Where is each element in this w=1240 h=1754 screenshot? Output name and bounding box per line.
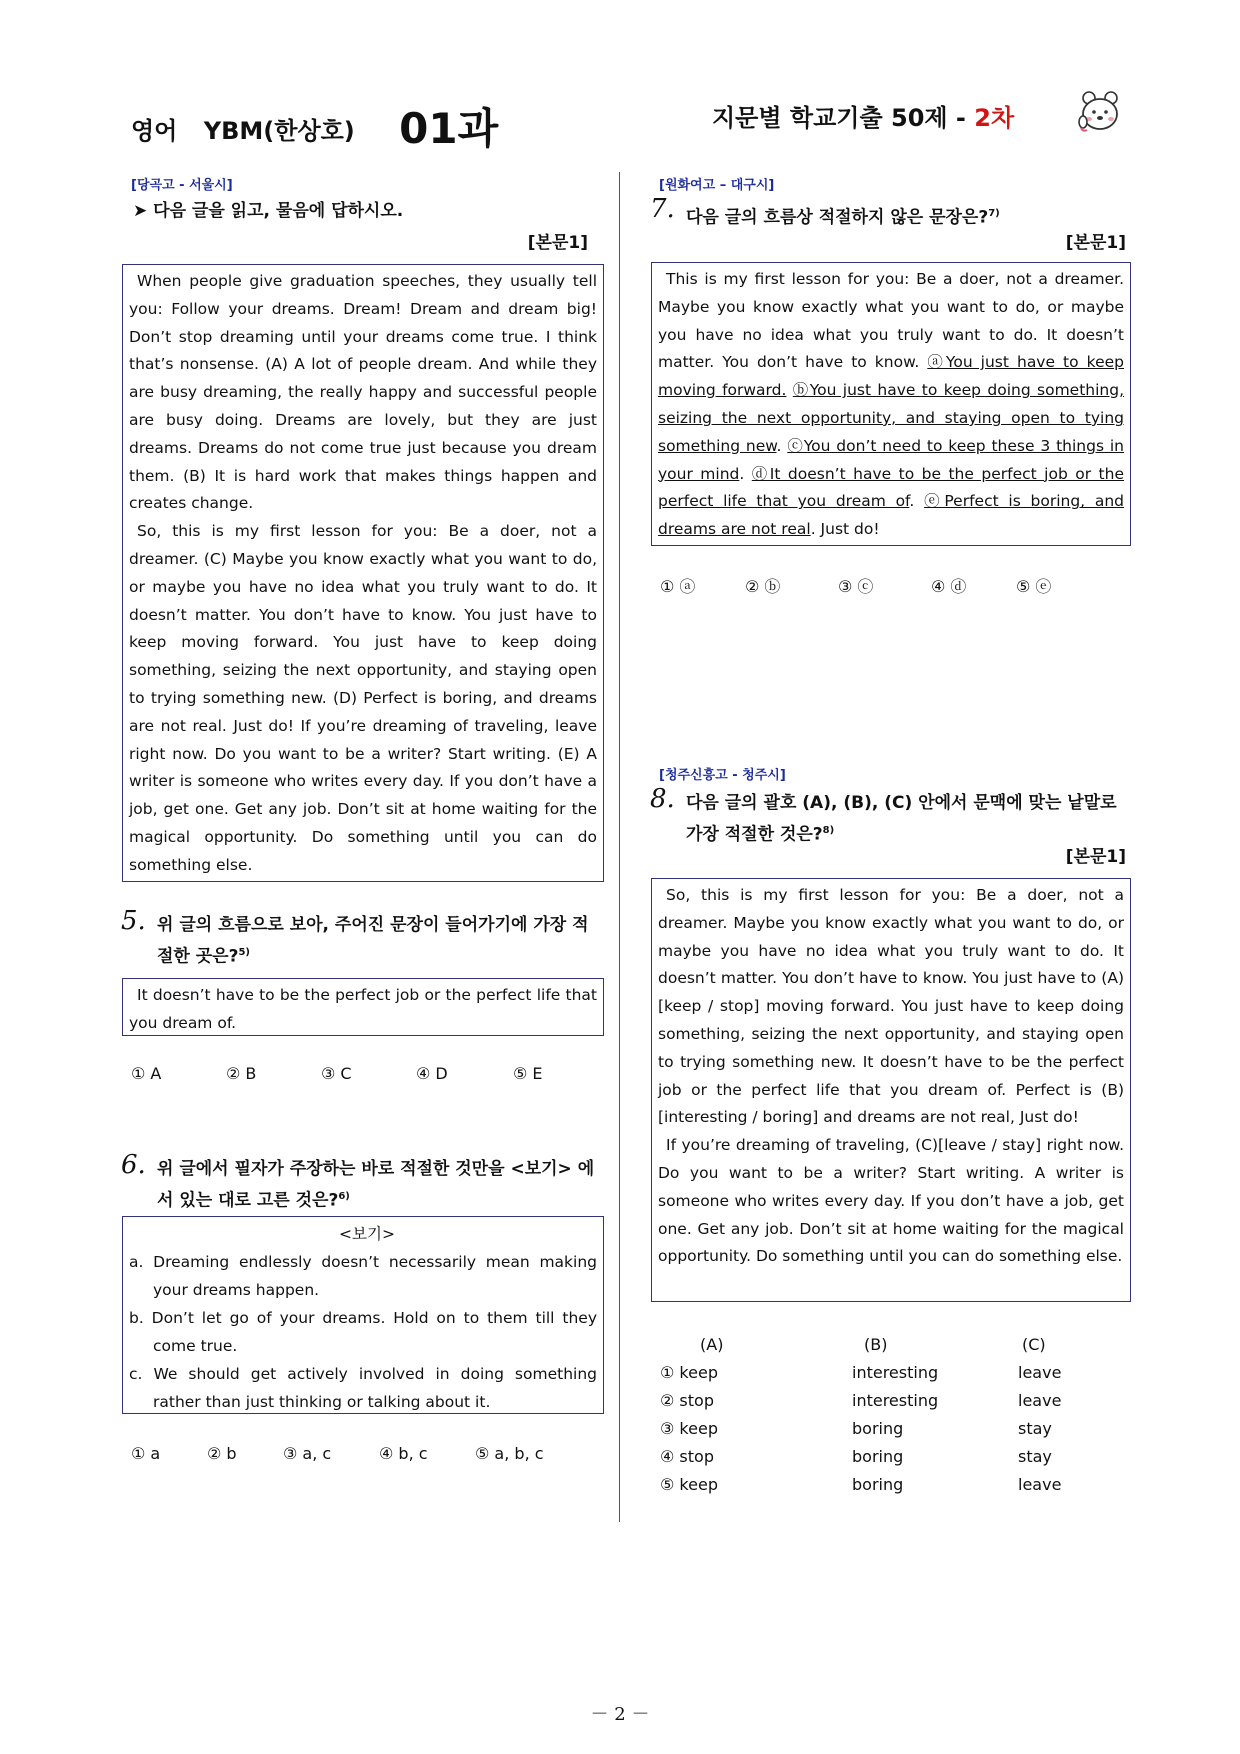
sentence-a: ⓐYou just have to keep moving forward.	[658, 353, 1124, 400]
passage-tail: Just do!	[820, 520, 880, 539]
question-8	[650, 784, 1126, 849]
table-row[interactable]	[660, 1442, 1061, 1470]
question-text: 다음 글의 괄호 (A), (B), (C) 안에서 문맥에 맞는 낱말로 가장 적절한 것은?	[686, 793, 1117, 845]
bogi-item-c: c. We should get actively involved in doing something rather than just thinking or talking about it.	[129, 1365, 597, 1411]
cell-c: leave	[1018, 1474, 1062, 1494]
source-label: [당곡고 - 서울시]	[131, 178, 233, 193]
question-5	[121, 906, 597, 971]
choice-1[interactable]: ① a	[131, 1444, 161, 1463]
question-number: 6.	[121, 1150, 146, 1180]
cell-b: interesting	[852, 1390, 939, 1410]
bear-mascot-icon	[1075, 88, 1125, 136]
choice-5[interactable]: ⑤ ⓔ	[1016, 577, 1052, 596]
table-row[interactable]	[660, 1470, 1061, 1498]
passage-lead: This is my first lesson for you: Be a doer, not a dreamer. Maybe you know exactly what you want to do, or maybe you have no idea what you truly want to do. It doesn’t matter. You don’t have to know.	[658, 270, 1124, 372]
choice-3[interactable]: ③ a, c	[283, 1444, 332, 1463]
choice-5[interactable]: ⑤ a, b, c	[475, 1444, 544, 1463]
footnote-mark: 8)	[822, 825, 835, 836]
footnote-mark: 6)	[338, 1191, 350, 1202]
instruction: ➤ 다음 글을 읽고, 물음에 답하시오.	[133, 201, 404, 221]
cell-c: leave	[1018, 1390, 1062, 1410]
passage-paragraph-1: When people give graduation speeches, they usually tell you: Follow your dreams. Dream! Dream and dream big! Don’t stop dreaming until your dreams come true. I think that’s nonsense. (A) A lot of people dream. And while they are busy dreaming, the really happy and successful people are busy doing. Dreams are lovely, but they are just dreams. Dreams do not come true just because you dream them. (B) It is hard work that makes things happen and creates change.	[129, 272, 597, 513]
choice-2[interactable]: ② ⓑ	[745, 577, 781, 596]
choices-q5	[131, 1064, 543, 1083]
choice-3[interactable]: ③ ⓒ	[838, 577, 874, 596]
given-sentence: It doesn’t have to be the perfect job or the perfect life that you dream of.	[129, 986, 597, 1032]
cell-a: ② stop	[660, 1390, 714, 1410]
header-title: 지문별 학교기출 50제 -	[712, 104, 966, 132]
passage-box-q8	[651, 878, 1131, 1302]
cell-a: ① keep	[660, 1362, 718, 1382]
choices-q6	[131, 1444, 544, 1463]
header-a: (A)	[700, 1334, 724, 1354]
choices-q7	[660, 574, 1051, 597]
cell-c: leave	[1018, 1362, 1062, 1382]
source-label: [청주신흥고 - 청주시]	[659, 768, 786, 783]
table-row[interactable]	[660, 1358, 1061, 1386]
sentence-d: ⓓIt doesn’t have to be the perfect job or the perfect life that you dream of	[658, 464, 1124, 511]
source-label: [원화여고 – 대구시]	[659, 178, 775, 193]
textbook: YBM(한상호)	[203, 117, 355, 145]
bogi-title: <보기>	[339, 1225, 395, 1243]
table-row[interactable]	[660, 1386, 1061, 1414]
given-sentence-box	[122, 978, 604, 1036]
cell-a: ⑤ keep	[660, 1474, 718, 1494]
round-badge: 2차	[974, 104, 1015, 132]
passage-tag: [본문1]	[1065, 233, 1126, 253]
table-row[interactable]	[660, 1414, 1061, 1442]
bogi-item-b: b. Don’t let go of your dreams. Hold on to them till they come true.	[129, 1309, 597, 1355]
choice-1[interactable]: ① A	[131, 1064, 162, 1083]
header-b: (B)	[864, 1334, 888, 1354]
page-number: － 2 －	[590, 1704, 650, 1725]
header-left	[131, 92, 498, 152]
answer-table-header	[660, 1330, 1061, 1358]
cell-b: boring	[852, 1446, 904, 1466]
choice-4[interactable]: ④ b, c	[379, 1444, 428, 1463]
passage-tag: [본문1]	[527, 233, 588, 253]
choice-5[interactable]: ⑤ E	[513, 1064, 543, 1083]
passage-q8-paragraph-1: So, this is my first lesson for you: Be a doer, not a dreamer. Maybe you know exactly what you want to do, or maybe you have no idea what you truly want to do. It doesn’t matter. You don’t have to know. You just have to (A)[keep / stop] moving forward. You just have to keep doing something, seizing the next opportunity, and staying open to trying something new. It doesn’t have to be the perfect job or the perfect life that you dream of. Perfect is (B)[interesting / boring] and dreams are not real, Just do!	[658, 886, 1124, 1127]
passage-paragraph-2: So, this is my first lesson for you: Be a doer, not a dreamer. (C) Maybe you know exactly what you want to do, or maybe you have no idea what you truly want to do. It doesn’t matter. You don’t have to know. You just have to keep moving forward. You just have to keep doing something, seizing the next opportunity, and staying open to trying something new. (D) Perfect is boring, and dreams are not real. Just do! If you’re dreaming of traveling, leave right now. Do you want to be a writer? Start writing. (E) A writer is someone who writes every day. If you don’t have a job, get one. Get any job. Don’t sit at home waiting for the magical opportunity. Do something until you can do something else.	[129, 522, 597, 874]
passage-tag: [본문1]	[1065, 847, 1126, 867]
header-c: (C)	[1022, 1334, 1046, 1354]
column-divider	[619, 172, 620, 1522]
cell-b: interesting	[852, 1362, 939, 1382]
choice-1[interactable]: ① ⓐ	[660, 577, 696, 596]
choice-2[interactable]: ② b	[207, 1444, 237, 1463]
choice-3[interactable]: ③ C	[321, 1064, 352, 1083]
choice-4[interactable]: ④ D	[416, 1064, 448, 1083]
footnote-mark: 7)	[988, 208, 1000, 219]
passage-box	[122, 264, 604, 882]
choice-2[interactable]: ② B	[226, 1064, 257, 1083]
sentence-b: ⓑYou just have to keep doing something, seizing the next opportunity, and staying open to tying something new	[658, 381, 1124, 455]
question-number: 7.	[650, 194, 675, 224]
cell-b: boring	[852, 1474, 904, 1494]
cell-c: stay	[1018, 1418, 1052, 1438]
passage-q7: This is my first lesson for you: Be a doer, not a dreamer. Maybe you know exactly what you want to do, or maybe you have no idea what you truly want to do. It doesn’t matter. You don’t have to know. ⓐYou just have to keep moving forward. ⓑYou just have to keep doing something, seizing the next opportunity, and staying open to tying something new. ⓒYou don’t need to keep these 3 things in your mind. ⓓIt doesn’t have to be the perfect job or the perfect life that you dream of. ⓔPerfect is boring, and dreams are not real. Just do!	[658, 270, 1124, 539]
question-text: 위 글에서 필자가 주장하는 바로 적절한 것만을 <보기> 에서 있는 대로 고른 것은?	[157, 1159, 595, 1211]
bogi-item-a: a. Dreaming endlessly doesn’t necessarily mean making your dreams happen.	[129, 1253, 597, 1299]
lesson-number: 01과	[399, 104, 499, 153]
question-6	[121, 1150, 597, 1215]
question-number: 8.	[650, 784, 675, 814]
cell-a: ③ keep	[660, 1418, 718, 1438]
question-text: 위 글의 흐름으로 보아, 주어진 문장이 들어가기에 가장 적절한 곳은?	[157, 915, 589, 967]
cell-c: stay	[1018, 1446, 1052, 1466]
sentence-e: ⓔPerfect is boring, and dreams are not real	[658, 492, 1124, 539]
choice-4[interactable]: ④ ⓓ	[931, 577, 967, 596]
header-right	[712, 98, 1014, 133]
passage-box-q7	[651, 262, 1131, 546]
footnote-mark: 5)	[238, 947, 250, 958]
question-number: 5.	[121, 906, 146, 936]
sentence-c: ⓒYou don’t need to keep these 3 things in your mind	[658, 436, 1124, 483]
passage-q8-paragraph-2: If you’re dreaming of traveling, (C)[leave / stay] right now. Do you want to be a writer? Start writing. A writer is someone who writes every day. If you don’t have a job, get one. Get any job. Don’t sit at home waiting for the magical opportunity. Do something until you can do something else.	[658, 1136, 1124, 1266]
answer-table	[660, 1330, 1061, 1498]
bogi-box	[122, 1216, 604, 1414]
question-7	[650, 194, 1126, 232]
cell-a: ④ stop	[660, 1446, 714, 1466]
subject: 영어	[131, 117, 178, 145]
cell-b: boring	[852, 1418, 904, 1438]
question-text: 다음 글의 흐름상 적절하지 않은 문장은?	[686, 207, 989, 228]
